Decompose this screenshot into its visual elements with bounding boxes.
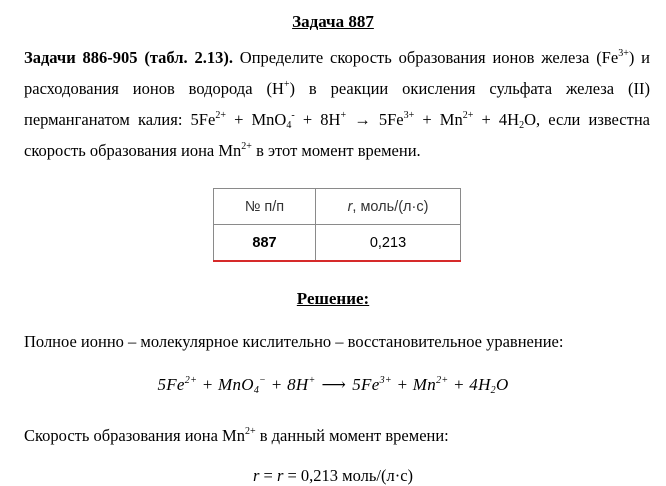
charge-superscript: +: [340, 110, 347, 121]
problem-text: + 8H: [294, 110, 341, 129]
reaction-arrow-icon: ⟶: [321, 375, 347, 394]
rate-intro-text: в данный момент времени:: [255, 426, 449, 445]
equation-term: 5Fe: [352, 375, 380, 394]
ionic-equation: [0, 375, 666, 395]
charge-superscript: 2+: [184, 375, 198, 386]
page-title: Задача 887: [292, 12, 374, 31]
data-table: [213, 188, 461, 262]
charge-superscript: 3+: [618, 48, 629, 59]
cell-rate-value: 0,213: [316, 225, 461, 262]
charge-superscript: -: [291, 110, 295, 121]
problem-heading: Задачи 886-905 (табл. 2.13).: [24, 48, 233, 67]
charge-superscript: 3+: [403, 110, 415, 121]
cell-number: 887: [214, 225, 316, 262]
index-subscript: 4: [253, 385, 260, 396]
equation-term: O: [495, 375, 509, 394]
charge-superscript: +: [308, 375, 316, 386]
formula-text: = 0,213 моль/(л·с): [283, 466, 414, 485]
equation-term: + MnO: [197, 375, 254, 394]
problem-text: + 4H: [473, 110, 520, 129]
problem-text: ) и расходования ионов водорода (H: [24, 48, 650, 98]
charge-superscript: 2+: [462, 110, 474, 121]
problem-text: ) в реакции окисления сульфата железа (II) перманганатом калия: 5Fe: [24, 79, 650, 129]
problem-text: O, если известна скорость образования иона Mn: [24, 110, 650, 160]
header-cell-number: № п/п: [214, 189, 316, 225]
equation-term: + 4H: [448, 375, 491, 394]
equation-term: + 8H: [266, 375, 309, 394]
problem-text: Определите скорость образования ионов железа (Fe: [232, 48, 619, 67]
table-row: [214, 225, 461, 262]
header-cell-rate: [316, 189, 461, 225]
index-subscript: 2: [490, 385, 496, 396]
formula-text: =: [259, 466, 277, 485]
charge-superscript: +: [283, 79, 290, 90]
problem-statement: [24, 42, 650, 166]
equation-term: + Mn: [391, 375, 437, 394]
problem-text: + Mn: [414, 110, 463, 129]
equation-term: 5Fe: [157, 375, 185, 394]
rate-symbol: r: [252, 466, 260, 485]
solution-heading: Решение:: [296, 289, 370, 308]
rate-symbol: r: [276, 466, 284, 485]
rate-symbol: r: [347, 198, 353, 215]
index-subscript: 4: [286, 120, 292, 131]
charge-superscript: 3+: [379, 375, 392, 386]
charge-superscript: 2+: [436, 375, 449, 386]
equation-intro: Полное ионно – молекулярное кислительно – восстановительное уравнение:: [24, 332, 564, 351]
charge-superscript: 2+: [244, 426, 256, 437]
rate-formula: [0, 466, 666, 486]
index-subscript: 2: [519, 120, 525, 131]
rate-unit: , моль/(л·с): [352, 198, 429, 215]
table-header-row: [214, 189, 461, 225]
charge-superscript: 2+: [241, 141, 252, 152]
rate-intro: [24, 426, 449, 446]
problem-text: + MnO: [225, 110, 287, 129]
charge-superscript: −: [259, 375, 267, 386]
problem-text: в этот момент времени.: [251, 141, 421, 160]
rate-intro-text: Скорость образования иона Mn: [24, 426, 245, 445]
problem-text: → 5Fe: [346, 110, 404, 129]
charge-superscript: 2+: [215, 110, 226, 121]
